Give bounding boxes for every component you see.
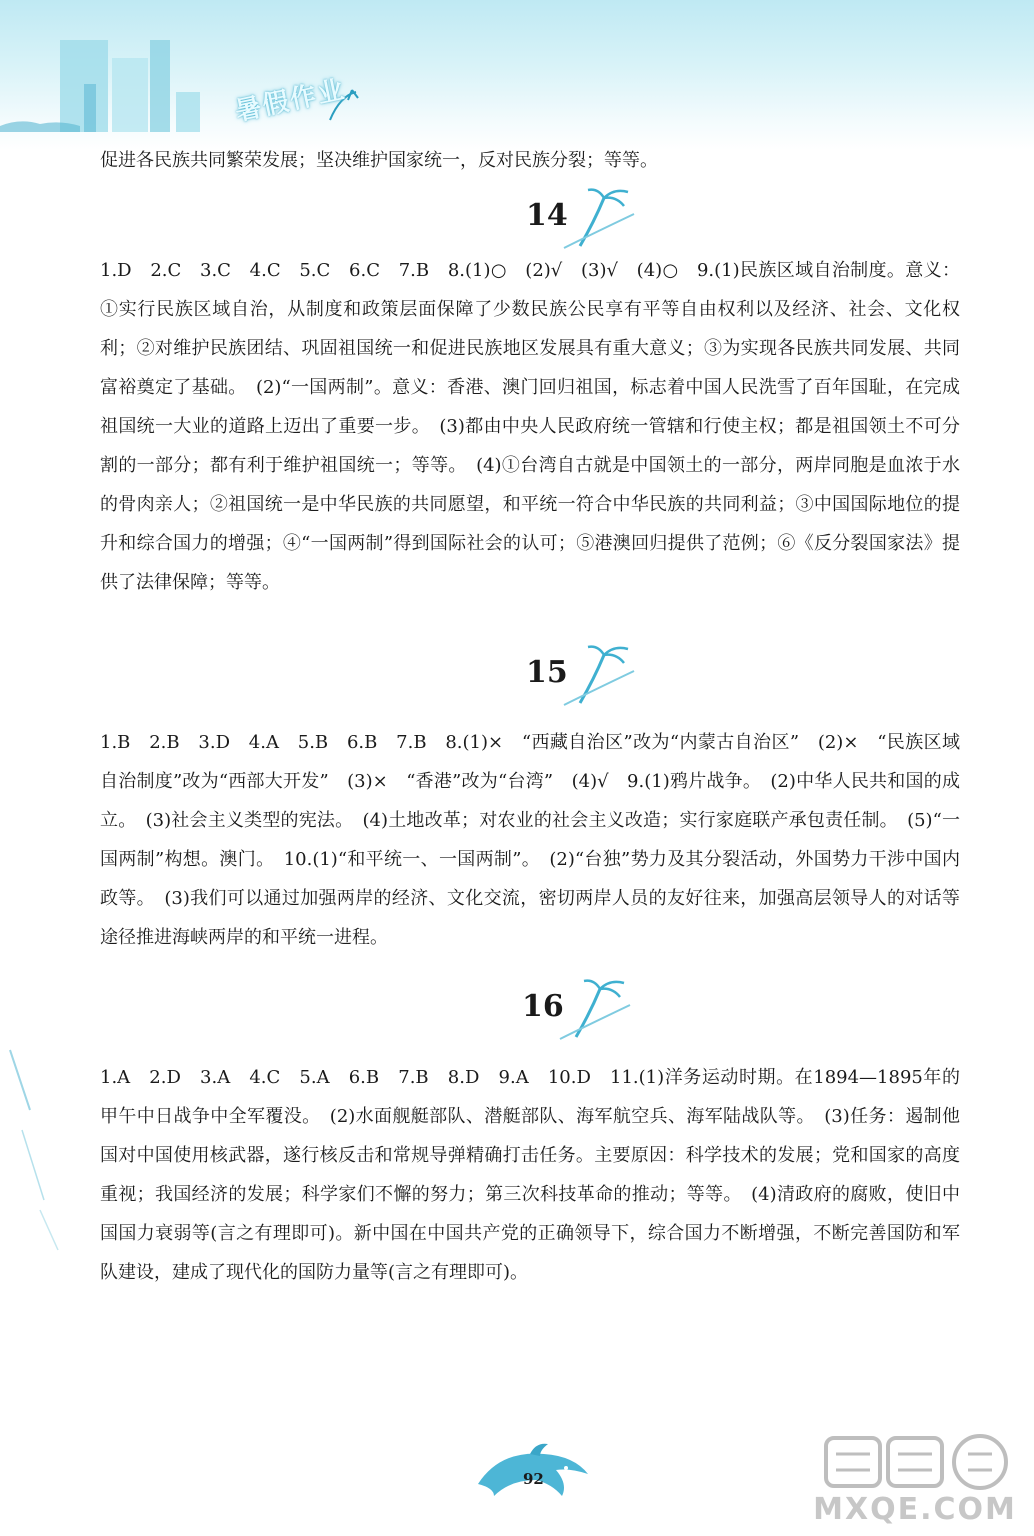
section-16-text: 1.A 2.D 3.A 4.C 5.A 6.B 7.B 8.D 9.A 10.D 11.(1)洋务运动时期。在1894—1895年的甲午中日战争中全军覆没。 (2)水面舰艇部队、潜艇部队、海军航空兵、海军陆战队等。 (3)任务：遏制他国对中国使用核武器，遂行核反击和常规导弹精确打击任务。主要原因：科学技术的发展；党和国家的高度重视；我国经济的发展；科学家们不懈的努力；第三次科技革命的推动；等等。 (4)清政府的腐败，使旧中国国力衰弱等(言之有理即可)。新中国在中国共产党的正确领导下，综合国力不断增强，不断完善国防和军队建设，建成了现代化的国防力量等(言之有理即可)。 bbox=[100, 1067, 960, 1283]
section-number: 16 bbox=[522, 989, 564, 1024]
section-15-heading bbox=[526, 641, 666, 711]
margin-decoration bbox=[0, 1040, 80, 1260]
header-title: 暑假作业 bbox=[232, 74, 349, 128]
section-14-text: 1.D 2.C 3.C 4.C 5.C 6.C 7.B 8.(1)○ (2)√ (3)√ (4)○ 9.(1)民族区域自治制度。意义：①实行民族区域自治，从制度和政策层面保障了少数民族公民享有平等自由权利以及经济、社会、文化权利；②对维护民族团结、巩固祖国统一和促进民族地区发展具有重大意义；③为实现各民族共同发展、共同富裕奠定了基础。 (2)“一国两制”。意义：香港、澳门回归祖国，标志着中国人民洗雪了百年国耻，在完成祖国统一大业的道路上迈出了重要一步。 (3)都由中央人民政府统一管辖和行使主权；都是祖国领土不可分割的一部分；都有利于维护祖国统一；等等。 (4)①台湾自古就是中国领土的一部分，两岸同胞是血浓于水的骨肉亲人；②祖国统一是中华民族的共同愿望，和平统一符合中华民族的共同利益；③中国国际地位的提升和综合国力的增强；④“一国两制”得到国际社会的认可；⑤港澳回归提供了范例；⑥《反分裂国家法》提供了法律保障；等等。 bbox=[100, 260, 960, 593]
section-16-heading bbox=[522, 975, 662, 1045]
watermark-text: MXQE.COM bbox=[813, 1492, 1017, 1527]
header-logo-graphic bbox=[0, 0, 360, 140]
section-14-heading bbox=[526, 184, 666, 254]
page-number: 92 bbox=[523, 1470, 544, 1488]
section-number: 14 bbox=[526, 198, 568, 233]
section-number: 15 bbox=[526, 655, 568, 690]
watermark bbox=[810, 1432, 1020, 1527]
section-15-text: 1.B 2.B 3.D 4.A 5.B 6.B 7.B 8.(1)× “西藏自治区”改为“内蒙古自治区” (2)× “民族区域自治制度”改为“西部大开发” (3)× “香港”改为“台湾” (4)√ 9.(1)鸦片战争。 (2)中华人民共和国的成立。 (3)社会主义类型的宪法。 (4)土地改革；对农业的社会主义改造；实行家庭联产承包责任制。 (5)“一国两制”构想。澳门。 10.(1)“和平统一、一国两制”。 (2)“台独”势力及其分裂活动，外国势力干涉中国内政等。 (3)我们可以通过加强两岸的经济、文化交流，密切两岸人员的友好往来，加强高层领导人的对话等途径推进海峡两岸的和平统一进程。 bbox=[100, 732, 961, 948]
watermark-logo-icon bbox=[822, 1432, 1012, 1492]
intro-text: 促进各民族共同繁荣发展；坚决维护国家统一，反对民族分裂；等等。 bbox=[100, 150, 658, 171]
